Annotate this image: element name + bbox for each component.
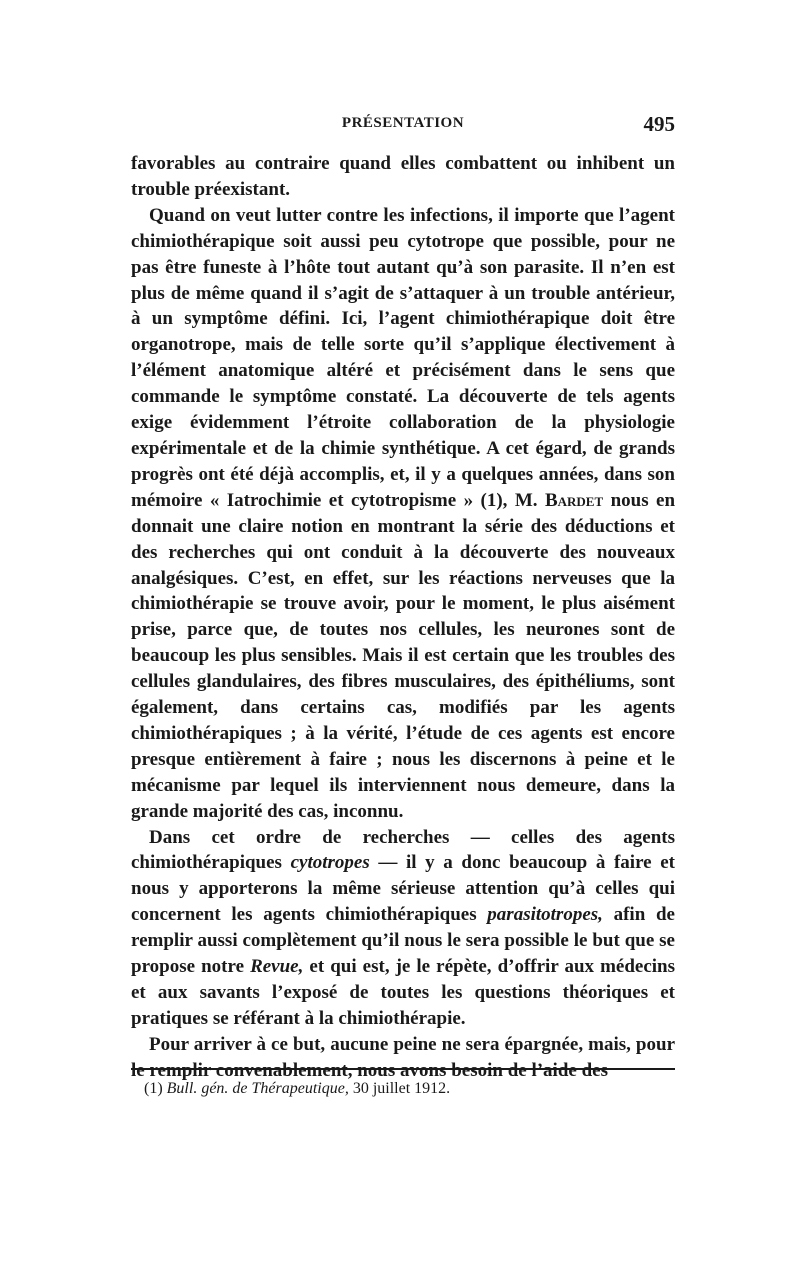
paragraph-3-part-a: Dans cet ordre de recherches — celles des agents chimiothérapiques xyxy=(131,826,675,874)
paragraph-2-part-a: Quand on veut lutter contre les infections, il importe que l’agent chimiothérapique soit aussi peu cytotrope que possible, pour ne pas être funeste à l’hôte tout autant qu’à son parasite. Il n’en est plus de même quand il s’agit de s’attaquer à un trouble antérieur, à un symptôme défini. Ici, l’agent chimiothérapique doit être organotrope, mais de telle sorte qu’il s’applique électivement à l’élément anatomique altéré et précisément dans le sens que commande le symptôme constaté. La découverte de tels agents exige évidemment l’étroite collaboration de la physiologie expérimentale et de la chimie synthétique. A cet égard, de grands progrès ont été déjà accomplis, et, il y a quelques années, dans son mémoire « Iatrochimie et cytotropisme » (1), M. xyxy=(131,204,675,511)
emphasis-cytotropes: cytotropes xyxy=(290,852,370,874)
paragraph-3-part-d: et qui est, je le répète, d’offrir aux médecins et aux savants l’exposé de toutes les questions théoriques et pratiques se référant à la chimiothérapie. xyxy=(131,956,676,1029)
emphasis-revue: Revue, xyxy=(250,956,304,978)
paragraph-3-part-c: afin de remplir aussi complètement qu’il nous le sera possible le but que se propose notre xyxy=(131,904,675,978)
paragraph-2-part-b: nous en donnait une claire notion en montrant la série des déductions et des recherches qui ont conduit à la découverte des nouveaux analgésiques. C’est, en effet, sur les réactions nerveuses que la chimiothérapie se trouve avoir, pour le moment, le plus aisément prise, parce que, de toutes nos cellules, les neurones sont de beaucoup les plus sensibles. Mais il est certain que les troubles des cellules glandulaires, des fibres musculaires, des épithéliums, sont également, dans certains cas, modifiés par les agents chimiothérapiques ; à la vérité, l’étude de ces agents est encore presque entièrement à faire ; nous les discernons à peine et le mécanisme par lequel ils interviennent nous demeure, dans la grande majorité des cas, inconnu. xyxy=(131,489,676,822)
paragraph-1: favorables au contraire quand elles combattent ou inhibent un trouble préexistant. xyxy=(131,153,675,200)
footnote-date: 30 juillet 1912. xyxy=(352,1080,451,1097)
paragraph-4: Pour arriver à ce but, aucune peine ne sera épargnée, mais, pour le remplir convenablement, nous avons besoin de l’aide des xyxy=(131,1033,675,1081)
footnote-marker: (1) xyxy=(144,1080,163,1097)
author-name: Bardet xyxy=(544,489,604,511)
footnote-rule xyxy=(131,1068,675,1070)
paragraph-3 xyxy=(131,825,675,1032)
emphasis-parasitotropes: parasitotropes, xyxy=(487,904,603,926)
running-title: PRÉSENTATION xyxy=(341,115,465,131)
footnote xyxy=(144,1080,674,1098)
page-number: 495 xyxy=(643,112,675,136)
paragraph-3-part-b: — il y a donc beaucoup à faire et nous y apporterons la même sérieuse attention qu’à celles qui concernent les agents chimiothérapiques xyxy=(131,852,675,926)
running-head xyxy=(131,112,675,139)
footnote-source: Bull. gén. de Thérapeutique, xyxy=(166,1080,349,1097)
body-text xyxy=(131,151,675,1084)
paragraph-2 xyxy=(131,203,675,825)
